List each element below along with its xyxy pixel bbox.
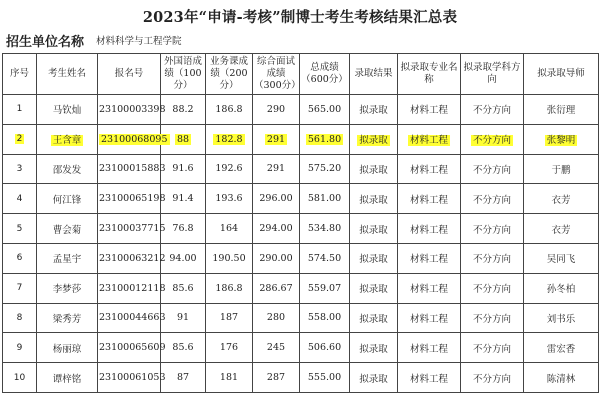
cell-major-score <box>206 154 253 184</box>
cell-no <box>3 214 37 244</box>
cell-result-text: 拟录取 <box>359 105 388 117</box>
cell-name <box>37 95 98 125</box>
cell-direction <box>461 303 524 333</box>
cell-major-score <box>206 184 253 214</box>
cell-no-text: 2 <box>16 134 23 145</box>
cell-result-text: 拟录取 <box>359 164 388 176</box>
cell-interview-score <box>253 154 300 184</box>
header-foreign-score: 外国语成绩（100分） <box>161 54 206 95</box>
cell-specialty <box>398 124 461 154</box>
cell-foreign-score <box>161 95 206 125</box>
cell-name-text: 谭梓铭 <box>52 373 82 385</box>
header-reg-no: 报名号 <box>98 54 161 95</box>
cell-specialty-text: 材料工程 <box>409 343 448 355</box>
cell-tutor-text: 陈清林 <box>546 373 576 385</box>
cell-no-text: 8 <box>16 312 23 323</box>
cell-interview-score-text: 291 <box>266 133 286 145</box>
table-row <box>3 184 599 214</box>
cell-interview-score <box>253 184 300 214</box>
cell-major-score-text: 182.8 <box>215 133 243 145</box>
cell-result <box>350 214 398 244</box>
cell-direction <box>461 333 524 363</box>
table-row <box>3 214 599 244</box>
cell-reg-no-text: 23100003398 <box>99 103 166 115</box>
cell-major-score <box>206 333 253 363</box>
cell-total-score-text: 534.80 <box>307 223 342 235</box>
cell-direction <box>461 124 524 154</box>
cell-foreign-score-text: 85.6 <box>172 282 194 294</box>
cell-foreign-score <box>161 154 206 184</box>
cell-interview-score-text: 290.00 <box>259 252 293 264</box>
cell-direction <box>461 95 524 125</box>
cell-result <box>350 333 398 363</box>
cell-specialty-text: 材料工程 <box>409 135 448 147</box>
cell-direction <box>461 154 524 184</box>
cell-total-score <box>300 273 350 303</box>
cell-direction-text: 不分方向 <box>472 343 511 355</box>
cell-name <box>37 154 98 184</box>
header-interview-score: 综合面试成绩（300分） <box>253 54 300 95</box>
cell-specialty <box>398 273 461 303</box>
cell-result-text: 拟录取 <box>359 135 388 147</box>
cell-major-score <box>206 273 253 303</box>
cell-specialty-text: 材料工程 <box>409 105 448 117</box>
cell-tutor <box>524 154 599 184</box>
cell-name <box>37 214 98 244</box>
cell-interview-score-text: 280 <box>266 312 286 324</box>
cell-specialty-text: 材料工程 <box>409 224 448 236</box>
cell-result-text: 拟录取 <box>359 313 388 325</box>
cell-major-score <box>206 303 253 333</box>
cell-direction-text: 不分方向 <box>472 224 511 236</box>
enrollment-unit <box>6 30 182 50</box>
cell-reg-no-text: 23100044663 <box>99 312 166 324</box>
cell-tutor-text: 雷宏香 <box>546 343 576 355</box>
table-row <box>3 303 599 333</box>
cell-tutor-text: 张衍理 <box>546 105 576 117</box>
cell-direction-text: 不分方向 <box>472 373 511 385</box>
cell-reg-no-text: 23100065609 <box>99 342 166 354</box>
cell-major-score-text: 186.8 <box>215 103 243 115</box>
cell-reg-no <box>98 303 166 333</box>
cell-total-score <box>300 184 350 214</box>
header-direction: 拟录取学科方向 <box>461 54 524 95</box>
cell-total-score-text: 575.20 <box>307 163 342 175</box>
cell-specialty <box>398 243 461 273</box>
table-row <box>3 273 599 303</box>
cell-no <box>3 243 37 273</box>
cell-foreign-score-text: 91 <box>176 312 190 324</box>
cell-reg-no <box>98 124 168 154</box>
cell-name-text: 何江锋 <box>52 194 82 206</box>
cell-reg-no-text: 23100065198 <box>99 193 166 205</box>
results-table <box>2 53 599 393</box>
cell-name-text: 曹会菊 <box>52 224 82 236</box>
cell-result <box>350 243 398 273</box>
cell-total-score-text: 506.60 <box>307 342 342 354</box>
header-specialty: 拟录取专业名称 <box>398 54 461 95</box>
cell-total-score-text: 561.80 <box>307 133 342 145</box>
cell-total-score <box>300 214 350 244</box>
cell-tutor <box>524 124 599 154</box>
cell-name-text: 邵发发 <box>52 164 82 176</box>
cell-name-text: 杨丽琼 <box>52 343 82 355</box>
cell-tutor-text: 孙冬柏 <box>546 284 576 296</box>
cell-result <box>350 363 398 393</box>
cell-tutor <box>524 243 599 273</box>
cell-result-text: 拟录取 <box>359 224 388 236</box>
cell-total-score <box>300 124 350 154</box>
cell-specialty-text: 材料工程 <box>409 254 448 266</box>
cell-interview-score <box>253 273 300 303</box>
cell-specialty-text: 材料工程 <box>409 373 448 385</box>
cell-total-score <box>300 303 350 333</box>
cell-reg-no-text: 23100061053 <box>99 372 166 384</box>
cell-tutor-text: 于鹏 <box>551 164 571 176</box>
table-row <box>3 333 599 363</box>
cell-name <box>37 273 98 303</box>
cell-specialty <box>398 363 461 393</box>
cell-tutor-text: 衣芳 <box>551 224 571 236</box>
cell-reg-no <box>98 363 166 393</box>
header-no: 序号 <box>3 54 37 95</box>
cell-reg-no <box>98 243 166 273</box>
cell-foreign-score <box>161 273 206 303</box>
table-row <box>3 95 599 125</box>
cell-specialty <box>398 214 461 244</box>
cell-foreign-score-text: 87 <box>176 372 190 384</box>
cell-name <box>37 184 98 214</box>
cell-direction <box>461 243 524 273</box>
cell-foreign-score-text: 91.6 <box>172 163 194 175</box>
cell-tutor <box>524 333 599 363</box>
cell-direction <box>461 273 524 303</box>
cell-name-text: 李梦莎 <box>52 284 82 296</box>
cell-no <box>3 154 37 184</box>
cell-specialty <box>398 333 461 363</box>
cell-interview-score <box>253 363 300 393</box>
header-major-score: 业务课成绩（200分） <box>206 54 253 95</box>
cell-no <box>3 333 37 363</box>
cell-no-text: 6 <box>16 253 23 264</box>
cell-no <box>3 184 37 214</box>
cell-total-score-text: 558.00 <box>307 312 342 324</box>
cell-foreign-score-text: 91.4 <box>172 193 194 205</box>
cell-name-text: 梁秀芳 <box>52 313 82 325</box>
cell-total-score-text: 574.50 <box>307 252 342 264</box>
cell-direction <box>461 184 524 214</box>
cell-major-score-text: 181 <box>219 372 239 384</box>
cell-interview-score <box>253 333 300 363</box>
cell-interview-score-text: 290 <box>266 103 286 115</box>
cell-no-text: 9 <box>16 342 23 353</box>
cell-direction <box>461 363 524 393</box>
cell-total-score-text: 565.00 <box>307 103 342 115</box>
cell-reg-no-text: 23100015883 <box>99 163 166 175</box>
cell-major-score-text: 193.6 <box>215 193 243 205</box>
cell-foreign-score <box>161 184 206 214</box>
cell-total-score-text: 559.07 <box>307 282 342 294</box>
cell-interview-score <box>253 124 300 154</box>
cell-specialty-text: 材料工程 <box>409 194 448 206</box>
cell-no-text: 10 <box>13 372 26 383</box>
cell-interview-score-text: 291 <box>266 163 286 175</box>
cell-major-score <box>206 124 253 154</box>
cell-name <box>37 303 98 333</box>
cell-result-text: 拟录取 <box>359 254 388 266</box>
cell-no-text: 5 <box>16 223 23 234</box>
cell-direction-text: 不分方向 <box>472 284 511 296</box>
cell-interview-score-text: 245 <box>266 342 286 354</box>
cell-reg-no-text: 23100012118 <box>99 282 166 294</box>
cell-total-score <box>300 243 350 273</box>
cell-specialty-text: 材料工程 <box>409 313 448 325</box>
cell-foreign-score-text: 88 <box>176 133 190 145</box>
header-tutor: 拟录取导师 <box>524 54 599 95</box>
cell-direction <box>461 214 524 244</box>
cell-direction-text: 不分方向 <box>472 135 511 147</box>
cell-total-score <box>300 95 350 125</box>
cell-foreign-score <box>161 243 206 273</box>
cell-interview-score <box>253 243 300 273</box>
cell-foreign-score <box>161 363 206 393</box>
cell-no-text: 4 <box>16 193 23 204</box>
header-total-score: 总成绩（600分） <box>300 54 350 95</box>
cell-foreign-score-text: 85.6 <box>172 342 194 354</box>
cell-reg-no <box>98 154 166 184</box>
cell-name <box>37 333 98 363</box>
table-row <box>3 124 599 154</box>
cell-interview-score-text: 286.67 <box>259 282 293 294</box>
cell-tutor-text: 张黎明 <box>546 135 576 147</box>
cell-result-text: 拟录取 <box>359 194 388 206</box>
cell-name-text: 马钦灿 <box>52 105 82 117</box>
cell-specialty-text: 材料工程 <box>409 284 448 296</box>
cell-result <box>350 95 398 125</box>
table-row <box>3 243 599 273</box>
header-name: 考生姓名 <box>37 54 98 95</box>
cell-foreign-score <box>161 303 206 333</box>
cell-major-score-text: 164 <box>219 223 239 235</box>
enrollment-unit-value: 材料科学与工程学院 <box>96 36 182 47</box>
cell-specialty <box>398 154 461 184</box>
cell-no-text: 7 <box>16 283 23 294</box>
cell-major-score <box>206 214 253 244</box>
cell-no <box>3 273 37 303</box>
cell-name-text: 王含章 <box>52 135 82 147</box>
page-title: 2023年“申请-考核”制博士考生考核结果汇总表 <box>142 9 458 26</box>
cell-result-text: 拟录取 <box>359 284 388 296</box>
cell-name <box>37 124 98 154</box>
cell-no <box>3 124 37 154</box>
cell-result <box>350 124 398 154</box>
cell-result <box>350 303 398 333</box>
cell-reg-no <box>98 214 166 244</box>
cell-result <box>350 273 398 303</box>
cell-no-text: 3 <box>16 163 23 174</box>
cell-no-text: 1 <box>16 104 23 115</box>
cell-foreign-score-text: 76.8 <box>172 223 194 235</box>
cell-direction-text: 不分方向 <box>472 105 511 117</box>
cell-foreign-score <box>161 333 206 363</box>
header-result: 录取结果 <box>350 54 398 95</box>
cell-major-score-text: 190.50 <box>212 252 246 264</box>
cell-foreign-score <box>161 214 206 244</box>
cell-major-score-text: 186.8 <box>215 282 243 294</box>
cell-major-score-text: 192.6 <box>215 163 243 175</box>
cell-reg-no-text: 23100068095 <box>101 133 168 145</box>
cell-interview-score <box>253 214 300 244</box>
cell-tutor <box>524 214 599 244</box>
cell-total-score <box>300 154 350 184</box>
cell-specialty <box>398 95 461 125</box>
cell-name-text: 孟星宇 <box>52 254 82 266</box>
cell-tutor <box>524 273 599 303</box>
cell-major-score-text: 176 <box>219 342 239 354</box>
cell-tutor-text: 衣芳 <box>551 194 571 206</box>
cell-major-score <box>206 363 253 393</box>
cell-specialty <box>398 184 461 214</box>
cell-result <box>350 154 398 184</box>
cell-tutor <box>524 95 599 125</box>
cell-direction-text: 不分方向 <box>472 194 511 206</box>
cell-direction-text: 不分方向 <box>472 164 511 176</box>
cell-result-text: 拟录取 <box>359 343 388 355</box>
cell-total-score-text: 581.00 <box>307 193 342 205</box>
cell-tutor <box>524 303 599 333</box>
cell-interview-score-text: 294.00 <box>259 223 293 235</box>
cell-no <box>3 363 37 393</box>
cell-tutor-text: 吴同飞 <box>546 254 576 266</box>
cell-specialty <box>398 303 461 333</box>
cell-reg-no <box>98 95 166 125</box>
cell-no <box>3 303 37 333</box>
cell-interview-score-text: 287 <box>266 372 286 384</box>
cell-direction-text: 不分方向 <box>472 313 511 325</box>
cell-tutor <box>524 363 599 393</box>
cell-specialty-text: 材料工程 <box>409 164 448 176</box>
cell-name <box>37 243 98 273</box>
cell-interview-score <box>253 95 300 125</box>
cell-foreign-score-text: 94.00 <box>169 252 197 264</box>
enrollment-unit-label: 招生单位名称 <box>6 34 85 50</box>
table-row <box>3 363 599 393</box>
cell-total-score-text: 555.00 <box>307 372 342 384</box>
cell-reg-no <box>98 184 166 214</box>
table-header-row <box>3 54 599 95</box>
cell-major-score-text: 187 <box>219 312 239 324</box>
cell-interview-score-text: 296.00 <box>259 193 293 205</box>
cell-tutor <box>524 184 599 214</box>
cell-foreign-score-text: 88.2 <box>172 103 194 115</box>
cell-result <box>350 184 398 214</box>
cell-major-score <box>206 95 253 125</box>
cell-interview-score <box>253 303 300 333</box>
cell-direction-text: 不分方向 <box>472 254 511 266</box>
cell-major-score <box>206 243 253 273</box>
cell-name <box>37 363 98 393</box>
cell-reg-no <box>98 333 166 363</box>
cell-total-score <box>300 363 350 393</box>
cell-tutor-text: 刘书乐 <box>546 313 576 325</box>
cell-reg-no-text: 23100063212 <box>99 252 166 264</box>
cell-total-score <box>300 333 350 363</box>
cell-result-text: 拟录取 <box>359 373 388 385</box>
cell-reg-no <box>98 273 166 303</box>
cell-no <box>3 95 37 125</box>
table-row <box>3 154 599 184</box>
cell-reg-no-text: 23100037715 <box>99 223 166 235</box>
